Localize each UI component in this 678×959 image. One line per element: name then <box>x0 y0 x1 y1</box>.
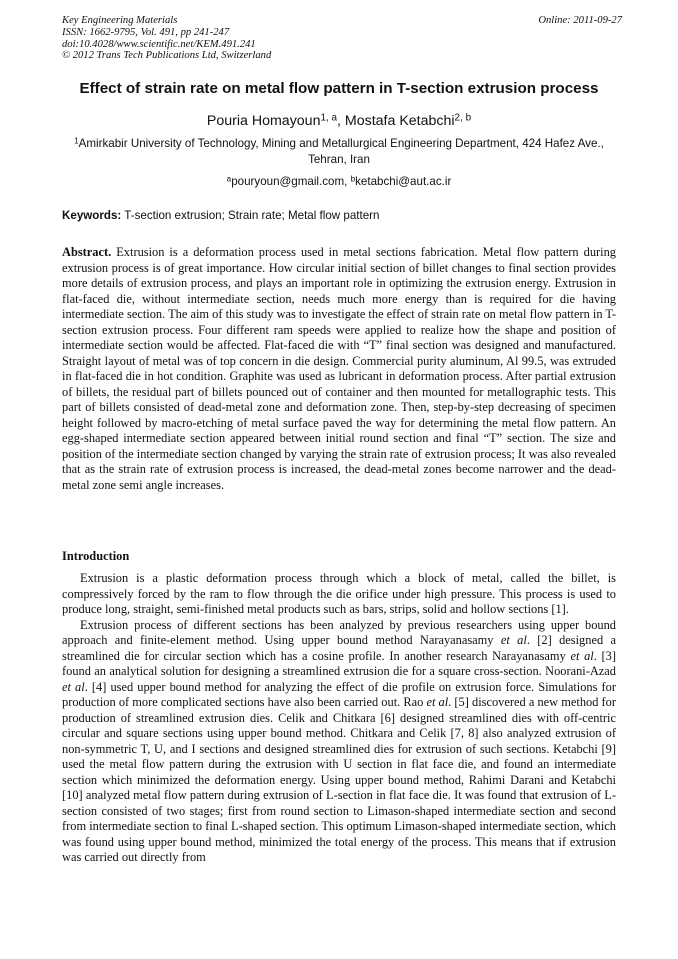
paragraph <box>62 618 616 866</box>
journal-issn: ISSN: 1662-9795, Vol. 491, pp 241-247 <box>62 26 230 38</box>
author-separator: , <box>337 113 345 129</box>
author-list <box>40 112 638 130</box>
affiliation <box>62 136 616 168</box>
email-superscript: b <box>350 174 356 184</box>
paragraph-text: . [5] discovered a new method for production of streamlined extrusion dies. Celik and Chitkara [6] designed streamlined dies with off-centric circular and square sections using upper bound method. Chitkara and Celik [7, 8] also analyzed extrusion of non-symmetric T, U, and I sections and designed streamlined dies for extrusion of such sections. Ketabchi [9] used the metal flow pattern during the extrusion with U section in flat face die, and found an intermediate section which minimized the deformation energy. Using upper bound method, Rahimi Darani and Ketabchi [10] analyzed metal flow pattern during extrusion of L-section in flat face die. It was found that extrusion of L-section consisted of two stages; first from round section to Limason-shaped intermediate section and second from intermediate section to final L-shaped section. This optimum Limason-shaped intermediate section, which was found using upper bound method, minimized the total energy of the process. This means that if extrusion was carried out directly from <box>62 695 616 864</box>
journal-header <box>62 15 622 62</box>
keywords <box>62 208 616 224</box>
keywords-text: T-section extrusion; Strain rate; Metal flow pattern <box>124 209 380 222</box>
email-superscript: a <box>226 174 232 184</box>
author-superscript: 2, b <box>454 112 472 124</box>
italic-text: et al <box>426 695 449 709</box>
affiliation-superscript: 1 <box>74 136 79 146</box>
affiliation-text: Amirkabir University of Technology, Mining and Metallurgical Engineering Department, 424 Hafez Ave., Tehran, Iran <box>78 137 604 166</box>
italic-text: et al <box>500 633 527 647</box>
journal-name: Key Engineering Materials <box>62 15 178 26</box>
italic-text: et al <box>570 648 594 663</box>
journal-doi: doi:10.4028/www.scientific.net/KEM.491.241 <box>62 38 256 50</box>
paper-title: Effect of strain rate on metal flow pattern in T-section extrusion process <box>79 80 599 97</box>
paragraph-text: . [3] found an analytical solution for designing a streamlined extrusion die for a square cross-section. Noorani-Azad <box>62 648 616 678</box>
abstract <box>62 245 616 493</box>
author-name: Pouria Homayoun <box>206 113 321 129</box>
abstract-text: Extrusion is a deformation process used in metal sections fabrication. Metal flow pattern during extrusion process is of great importance. How circular initial section of billet changes to final section provides more details of extrusion process, and plays an important role in optimizing the extrusion energy. Extrusion in flat-faced die, without intermediate section, needs much more energy than is required for die having intermediate section. The aim of this study was to investigate the effect of strain rate on metal flow pattern in T-section extrusion process. Four different ram speeds were applied to realize how the shape and position of intermediate section would be affected. Flat-faced die with “T” final section was designed and manufactured. Straight layout of metal was of top concern in die design. Commercial purity aluminum, Al 99.5, was extruded in flat-faced die in hot condition. Graphite was used as lubricant in deformation process. After partial extrusion of billets, the residual part of billets pounced out of container and then mounted for metallographic tests. This part of billets consisted of dead-metal zone and deformation zone. Then, step-by-step decreasing of specimen height followed by macro-etching of metal surface paved the way for determining the metal flow pattern. An egg-shaped intermediate section appeared between initial round section and final “T” section. The size and position of the intermediate section changed by varying the strain rate of extrusion process; It was also revealed that as the strain rate of extrusion process is increased, the dead-metal zones become narrower and the dead-metal zone semi angle increases. <box>62 245 616 492</box>
journal-copyright: © 2012 Trans Tech Publications Ltd, Switzerland <box>62 50 272 62</box>
author-emails <box>62 174 616 190</box>
email-link[interactable]: pouryoun@gmail.com <box>231 175 345 188</box>
email-link[interactable]: ketabchi@aut.ac.ir <box>355 175 452 188</box>
keywords-label: Keywords: <box>62 209 122 222</box>
paragraph: Extrusion is a plastic deformation process through which a block of metal, called the billet, is compressively forced by the ram to flow through the die orifice under high pressure. This process is used to produce long, straight, semi-finished metal products such as bars, strips, solid and hollow sections [1]. <box>62 571 616 616</box>
abstract-label: Abstract. <box>62 245 112 259</box>
introduction-body <box>62 571 616 866</box>
paragraph-text: . [4] used upper bound method for analyzing the effect of die profile on extrusion force. Simulations for production of more complicated sections have also been carried out. Rao <box>62 679 616 709</box>
author-name: Mostafa Ketabchi <box>344 113 455 129</box>
section-heading: Introduction <box>62 549 130 563</box>
paragraph-text: . [2] designed a streamlined die for circular section which has a cosine profile. In another research Narayanasamy <box>62 633 616 663</box>
author-superscript: 1, a <box>320 112 338 124</box>
online-date: Online: 2011-09-27 <box>538 15 622 26</box>
paragraph-text: Extrusion process of different sections has been analyzed by previous researchers using upper bound approach and finite-element method. Using upper bound method Narayanasamy <box>62 617 616 647</box>
email-separator: , <box>344 175 351 188</box>
italic-text: et al <box>62 679 85 694</box>
